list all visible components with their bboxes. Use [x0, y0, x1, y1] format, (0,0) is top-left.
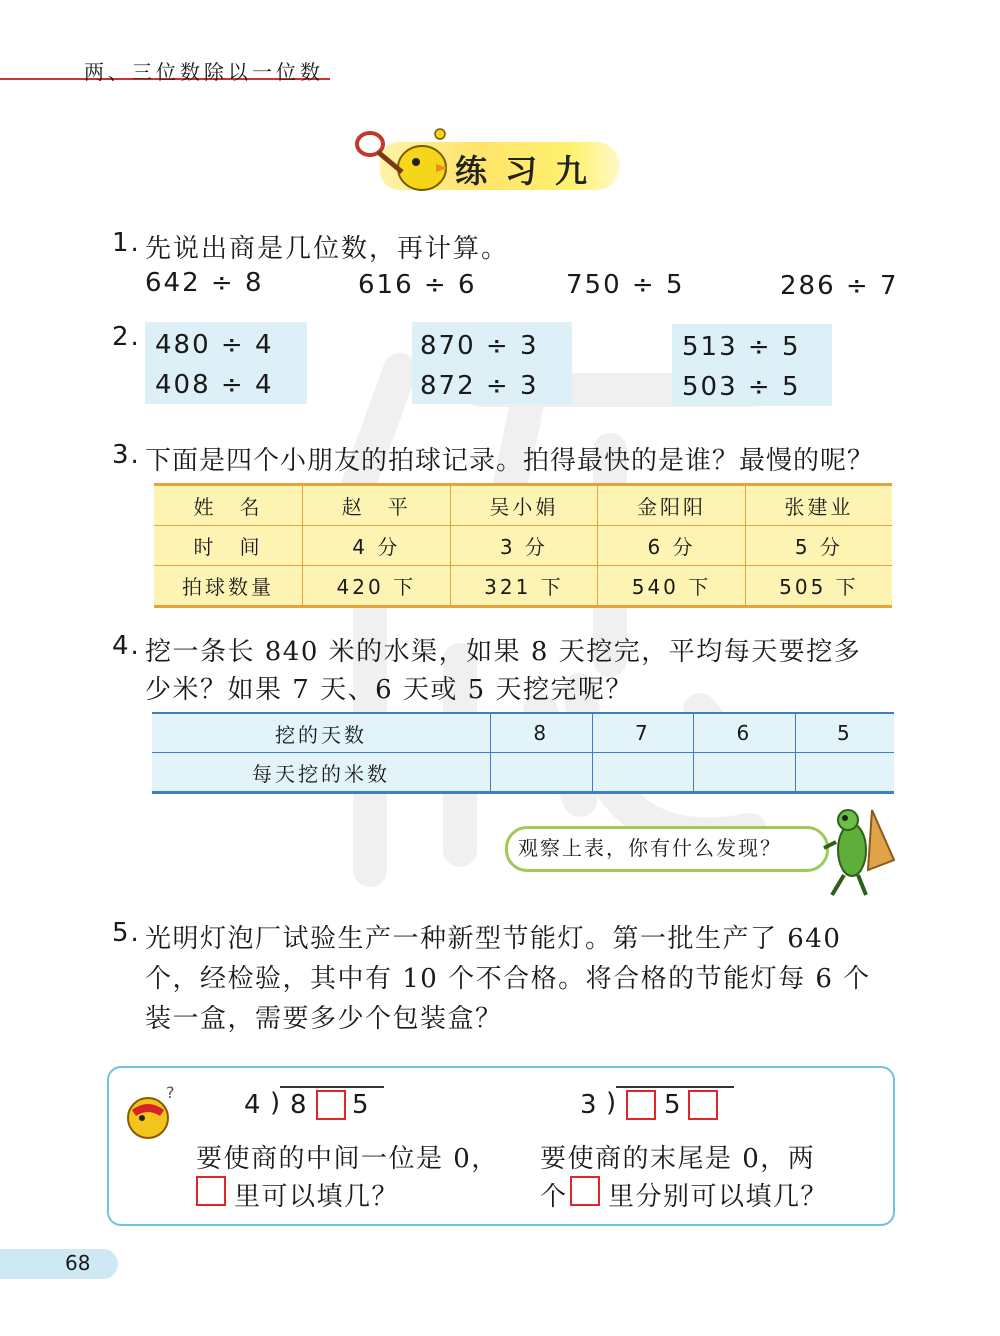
ex5-line2: 个，经检验，其中有 10 个不合格。将合格的节能灯每 6 个 — [145, 964, 871, 994]
ex3-number: 3. — [112, 440, 141, 470]
right-question-pre: 个 — [540, 1182, 569, 1212]
row-label: 时 间 — [154, 526, 303, 566]
blank-box[interactable] — [688, 1090, 718, 1120]
right-digit-2: 5 — [664, 1090, 683, 1120]
ex5-line1: 光明灯泡厂试验生产一种新型节能灯。第一批生产了 640 — [145, 924, 842, 954]
answer-cell[interactable] — [795, 753, 894, 793]
svg-text:?: ? — [166, 1083, 175, 1102]
ex4-line2: 少米？如果 7 天、6 天或 5 天挖完呢？ — [145, 675, 633, 705]
left-digit-3: 5 — [352, 1090, 371, 1120]
table-row — [154, 485, 892, 526]
time-cell: 5 分 — [745, 526, 892, 566]
count-cell: 420 下 — [303, 566, 451, 607]
ball-record-table — [154, 483, 892, 608]
time-cell: 6 分 — [598, 526, 746, 566]
blank-box[interactable] — [316, 1090, 346, 1120]
division-bar — [280, 1086, 384, 1088]
blank-box — [196, 1176, 226, 1206]
division-bar — [616, 1086, 734, 1088]
ex5-number: 5. — [112, 918, 141, 948]
right-bracket: ) — [606, 1088, 619, 1118]
left-question-line1: 要使商的中间一位是 0， — [196, 1144, 499, 1174]
row-label: 拍球数量 — [154, 566, 303, 607]
ex4-number: 4. — [112, 631, 141, 661]
left-bracket: ) — [270, 1088, 283, 1118]
chapter-title: 两、三位数除以一位数 — [84, 60, 324, 84]
watermark-glyph — [280, 330, 780, 890]
ex2-problem: 480 ÷ 4 — [155, 330, 274, 360]
left-question-line2: 里可以填几？ — [234, 1182, 400, 1212]
ex1-number: 1. — [112, 228, 141, 258]
ex1-prompt: 先说出商是几位数，再计算。 — [145, 234, 510, 264]
name-cell: 赵 平 — [303, 485, 451, 526]
answer-cell[interactable] — [491, 753, 593, 793]
name-cell: 张建业 — [745, 485, 892, 526]
right-question-line2: 里分别可以填几？ — [608, 1182, 829, 1212]
page-number: 68 — [65, 1251, 91, 1275]
table-row — [152, 753, 894, 793]
day-cell: 7 — [592, 713, 694, 753]
count-cell: 505 下 — [745, 566, 892, 607]
ex1-problem: 750 ÷ 5 — [566, 270, 685, 300]
page-number-tab — [0, 1249, 118, 1279]
ex2-problem: 870 ÷ 3 — [420, 331, 539, 361]
table-row — [154, 526, 892, 566]
exercise-set-title: 练习九 — [455, 152, 606, 190]
right-divisor: 3 — [580, 1090, 599, 1120]
table-row — [154, 566, 892, 607]
ex2-number: 2. — [112, 322, 141, 352]
answer-cell[interactable] — [694, 753, 796, 793]
ex2-problem: 408 ÷ 4 — [155, 370, 274, 400]
day-cell: 8 — [491, 713, 593, 753]
ex4-line1: 挖一条长 840 米的水渠，如果 8 天挖完，平均每天要挖多 — [145, 637, 862, 667]
ex5-line3: 装一盒，需要多少个包装盒？ — [145, 1004, 503, 1034]
insect-mascot-icon — [822, 800, 902, 900]
answer-cell[interactable] — [592, 753, 694, 793]
ex1-problem: 642 ÷ 8 — [145, 268, 264, 298]
count-cell: 540 下 — [598, 566, 746, 607]
speech-bubble-text: 观察上表，你有什么发现？ — [518, 836, 782, 860]
ex2-problem: 513 ÷ 5 — [682, 332, 801, 362]
digging-table — [152, 712, 894, 794]
blank-box — [570, 1176, 600, 1206]
thinking-chick-icon — [118, 1080, 182, 1144]
row-label: 姓 名 — [193, 495, 263, 519]
left-divisor: 4 — [244, 1090, 263, 1120]
row-label: 每天挖的米数 — [152, 753, 491, 793]
name-cell: 金阳阳 — [598, 485, 746, 526]
day-cell: 6 — [694, 713, 796, 753]
blank-box[interactable] — [626, 1090, 656, 1120]
time-cell: 4 分 — [303, 526, 451, 566]
ex3-prompt: 下面是四个小朋友的拍球记录。拍得最快的是谁？最慢的呢？ — [145, 446, 875, 476]
row-label: 挖的天数 — [275, 722, 367, 747]
table-row — [152, 713, 894, 753]
count-cell: 321 下 — [450, 566, 598, 607]
name-cell: 吴小娟 — [450, 485, 598, 526]
chick-mascot-icon — [350, 120, 460, 200]
ex1-problem: 286 ÷ 7 — [780, 271, 899, 301]
ex2-problem: 503 ÷ 5 — [682, 372, 801, 402]
time-cell: 3 分 — [450, 526, 598, 566]
ex2-problem: 872 ÷ 3 — [420, 371, 539, 401]
ex1-problem: 616 ÷ 6 — [358, 270, 477, 300]
left-digit-1: 8 — [290, 1090, 309, 1120]
day-cell: 5 — [795, 713, 894, 753]
right-question-line1: 要使商的末尾是 0，两 — [540, 1144, 816, 1174]
